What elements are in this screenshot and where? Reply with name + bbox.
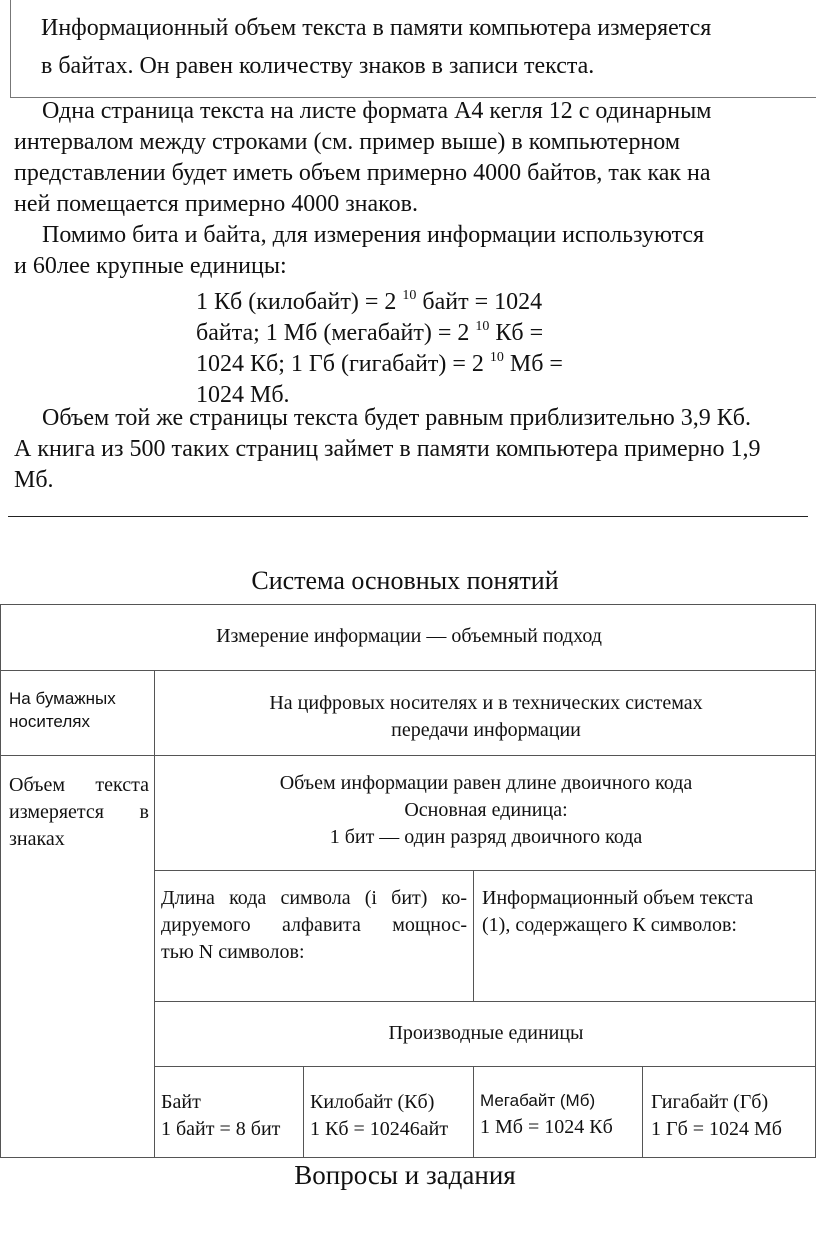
derived-units-cell — [154, 1001, 816, 1067]
info-volume-cell — [473, 870, 816, 1002]
unit-megabyte-text: Мегабайт (Мб) 1 Мб = 1024 Кб — [480, 1091, 613, 1138]
text-line: представлении будет иметь объем примерно 4000 байтов, так как на — [14, 160, 711, 186]
table-header-text: Измерение информации — объемный подход — [216, 625, 602, 647]
formula-line: 1 Кб (килобайт) = 2 $^{10}$ байт = 1024 — [196, 288, 543, 315]
text-line: А книга из 500 таких страниц займет в памяти компьютера примерно 1,9 — [14, 436, 761, 462]
binary-code-text: Объем информации равен длине двоичного кода Основная единица: 1 бит — один разряд двоичного кода — [279, 772, 693, 848]
info-volume-text: Информационный объем текста (1), содержащего К символов: — [482, 887, 754, 936]
unit-kilobyte-text: Килобайт (Кб) 1 Кб = 10246айт — [310, 1091, 449, 1140]
unit-megabyte-cell — [473, 1066, 643, 1158]
paragraph-page-volume — [14, 96, 812, 220]
text-line: Одна страница текста на листе формата А4 кегля 12 с одинарным — [42, 98, 712, 124]
text-line: и 60лее крупные единицы: — [14, 253, 287, 279]
paper-volume-text: Объем текста измеряется в знаках — [9, 774, 149, 850]
paper-media-label: На бумажных носителях — [9, 689, 116, 731]
derived-units-text: Производные единицы — [388, 1022, 584, 1044]
formula-line: 1024 Кб; 1 Гб (гигабайт) = 2 $^{10}$ Мб = — [196, 350, 563, 377]
formula-line: 1024 Мб. — [196, 382, 290, 408]
text-line: интервалом между строками (см. пример выше) в компьютерном — [14, 129, 681, 155]
section-title: Система основных понятий — [251, 566, 559, 595]
text-line: Объем той же страницы текста будет равным приблизительно 3,9 Кб. — [42, 405, 752, 431]
paper-volume-cell — [0, 755, 155, 1158]
text-line: Помимо бита и байта, для измерения информации используются — [42, 222, 705, 248]
unit-gigabyte-text: Гигабайт (Гб) 1 Гб = 1024 Мб — [651, 1091, 782, 1140]
paper-media-cell — [0, 670, 155, 756]
unit-kilobyte-cell — [303, 1066, 474, 1158]
units-formula — [196, 287, 630, 411]
text-line: ней помещается примерно 4000 знаков. — [14, 191, 418, 217]
table-header-cell — [0, 604, 816, 671]
text-line: Мб. — [14, 467, 54, 493]
unit-gigabyte-cell — [642, 1066, 816, 1158]
questions-title: Вопросы и задания — [294, 1160, 516, 1190]
code-length-text: Длина кода символа (i бит) ко- дируемого алфавита мощнос- тью N символов: — [161, 887, 467, 963]
digital-media-label: На цифровых носителях и в технических системах передачи информации — [269, 692, 703, 741]
paragraph-book-volume — [14, 403, 812, 496]
unit-byte-cell — [154, 1066, 304, 1158]
section-divider — [8, 516, 808, 517]
intro-line-1: Информационный объем текста в памяти компьютера измеряется — [41, 15, 712, 41]
paragraph-units-intro — [14, 220, 812, 282]
binary-code-cell — [154, 755, 816, 871]
formula-line: байта; 1 Мб (мегабайт) = 2 $^{10}$ Кб = — [196, 319, 544, 346]
digital-media-cell — [154, 670, 816, 756]
unit-byte-text: Байт 1 байт = 8 бит — [161, 1091, 281, 1140]
intro-line-2: в байтах. Он равен количеству знаков в записи текста. — [41, 53, 595, 79]
intro-box — [10, 0, 816, 98]
code-length-cell — [154, 870, 474, 1002]
